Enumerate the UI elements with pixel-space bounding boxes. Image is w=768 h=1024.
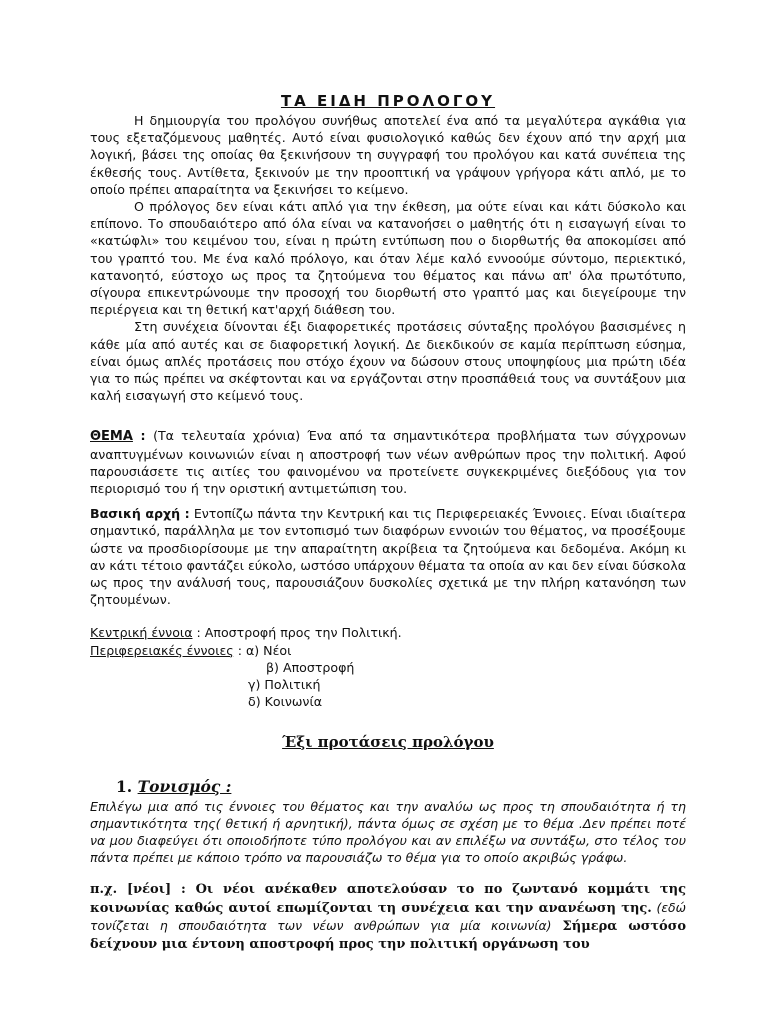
- intro-paragraph-3: Στη συνέχεια δίνονται έξι διαφορετικές προτάσεις σύνταξης προλόγου βασισμένες η κάθε μία από αυτές και σε διαφορετική λογική. Δε διεκδικούν σε καμία περίπτωση εύσημα, είναι όμως απλές προτάσεις που στόχο έχουν να δώσουν στους υποψηφίους μια πρώτη ιδέα για το πώς πρέπει να σκέφτονται και να εργάζονται στην προσπάθειά τους να συντάξουν μια καλή εισαγωγή στο κείμενό τους.: [90, 319, 686, 404]
- proposal-1-text: Επιλέγω μια από τις έννοιες του θέματος και την αναλύω ως προς τη σπουδαιότητα ή τη σημαντικότητα της( θετική ή αρνητική), πάντα όμως σε σχέση με το θέμα .Δεν πρέπει ποτέ να μου διαφεύγει ότι οποιοδήποτε τύπο προλόγου και αν επιλέξω να συντάξω, στο τέλος του πάντα πρέπει με κάποιο τρόπο να παρουσιάζω το θέμα για το οποίο ακριβώς γράφω.: [90, 798, 686, 866]
- spacer: [90, 404, 686, 419]
- thema-text: (Τα τελευταία χρόνια) Ένα από τα σημαντικότερα προβλήματα των σύγχρονων αναπτυγμένων κοινωνιών είναι η αποστροφή των νέων ανθρώπων προς την πολιτική. Αφού παρουσιάσετε τις αιτίες του φαινομένου να προτείνετε συγκεκριμένες διεξόδους για τον περιορισμό του ή την οριστική αντιμετώπιση του.: [90, 428, 686, 497]
- basic-principle-paragraph: [90, 505, 686, 608]
- basic-principle-text: Εντοπίζω πάντα την Κεντρική και τις Περιφερειακές Έννοιες. Είναι ιδιαίτερα σημαντικό, παράλληλα με τον εντοπισμό των διαφόρων εννοιών του θέματος, να προσέξουμε ώστε να προσδιορίσουμε με την απαραίτητη ακρίβεια τα ζητούμενα και δεδομένα. Ακόμη κι αν κάτι τέτοιο φαντάζει εύκολο, ωστόσο υπάρχουν θέματα τα οποία αν και δεν είναι δύσκολα ως προς την ανάλυσή τους, παρουσιάζουν δυσκολίες σχετικά με την πλήρη κατανόηση των ζητουμένων.: [90, 506, 686, 608]
- peripheral-concept-item: β) Αποστροφή: [266, 659, 355, 675]
- spacer: [90, 419, 686, 427]
- peripheral-concept-item: δ) Κοινωνία: [248, 694, 323, 710]
- central-concept-label: Κεντρική έννοια: [90, 625, 193, 641]
- section-title: Έξι προτάσεις προλόγου: [282, 732, 494, 751]
- spacer: [90, 497, 686, 505]
- example-bold-start: π.χ. [νέοι] : Οι νέοι ανέκαθεν αποτελούσαν το πο ζωντανό κομμάτι της κοινωνίας καθώς αυτοί επωμίζονται τη συνέχεια και την ανανέωση της.: [90, 882, 686, 916]
- spacer: [90, 616, 686, 624]
- central-concept-text: : Αποστροφή προς την Πολιτική.: [192, 625, 402, 641]
- example-bold-end: Σήμερα ωστόσο δείχνουν μια έντονη αποστροφή προς την πολιτική οργάνωση του: [90, 919, 686, 952]
- peripheral-concept-item: γ) Πολιτική: [248, 677, 321, 693]
- peripheral-concepts: [90, 642, 686, 659]
- example-paragraph: [90, 881, 686, 953]
- peripheral-concepts-label: Περιφερειακές έννοιες: [90, 642, 234, 658]
- intro-paragraph-2: Ο πρόλογος δεν είναι κάτι απλό για την έκθεση, μα ούτε είναι και κάτι δύσκολο και επίπονο. Το σπουδαιότερο από όλα είναι να κατανοήσει ο μαθητής ότι η εισαγωγή είναι το «κατώφλι» του κειμένου του, είναι η πρώτη εντύπωση που ο διορθωτής θα αποκομίσει από του γραπτό του. Με ένα καλό πρόλογο, και όταν λέμε καλό εννοούμε σύντομο, περιεκτικό, κατανοητό, εύστοχο ως προς τα ζητούμενα του θέματος και πάνω απ' όλα πρωτότυπο, σίγουρα επικεντρώνουμε την προσοχή του διορθωτή στο γραπτό μας και διεγείρουμε την περιέργεια και τη θετική κατ'αρχή διάθεση του.: [90, 199, 686, 318]
- intro-paragraph-1: Η δημιουργία του προλόγου συνήθως αποτελεί ένα από τα μεγαλύτερα αγκάθια για τους εξεταζόμενους μαθητές. Αυτό είναι φυσιολογικό καθώς δεν έχουν από την αρχή μια λογική, βάσει της οποίας θα ξεκινήσουν τη συγγραφή του προλόγου και κατά συνέπεια της έκθεσής τους. Αντίθετα, ξεκινούν με την προοπτική να γράψουν γρήγορα κάτι απλό, με το οποίο πρέπει απαραίτητα να ξεκινήσει το κείμενο.: [90, 113, 686, 197]
- spacer: [90, 608, 686, 616]
- proposal-1-heading: [116, 777, 686, 796]
- thema-paragraph: [90, 427, 686, 497]
- document-title: ΤΑ ΕΙΔΗ ΠΡΟΛΟΓΟΥ: [280, 92, 496, 110]
- proposal-1-number: 1.: [116, 776, 133, 796]
- thema-label: ΘΕΜΑ: [90, 429, 133, 445]
- basic-principle-label: Βασική αρχή :: [90, 506, 190, 522]
- spacer: [90, 866, 686, 881]
- peripheral-concepts-separator: :: [233, 642, 246, 658]
- peripheral-concept-item: α) Νέοι: [245, 642, 292, 658]
- example-note: (εδώ τονίζεται η σπουδαιότητα των νέων ανθρώπων για μία κοινωνία): [90, 899, 686, 934]
- proposal-1-label: Τονισμός :: [137, 776, 232, 796]
- central-concept: [90, 624, 686, 641]
- document-content: [90, 92, 686, 953]
- thema-colon: :: [132, 428, 154, 444]
